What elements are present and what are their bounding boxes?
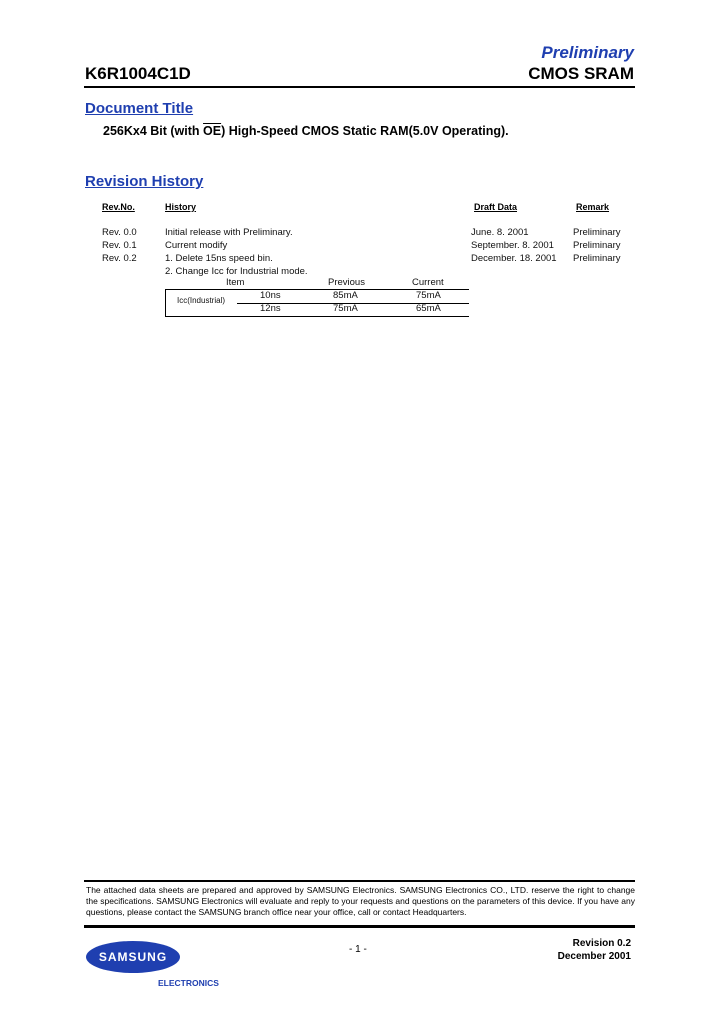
header-divider [84, 86, 635, 88]
icc-row-label: Icc(Industrial) [177, 296, 226, 305]
page-number: - 1 - [349, 944, 367, 955]
icc-table-left-rule [165, 289, 166, 317]
icc-header-item: Item [226, 277, 245, 288]
rev-history: Initial release with Preliminary. [165, 227, 293, 238]
rev-date: December. 18. 2001 [471, 253, 557, 264]
revision-label: Revision 0.2 [572, 938, 631, 949]
icc-current: 75mA [416, 290, 441, 301]
rev-number: Rev. 0.0 [102, 227, 137, 238]
rev-date: June. 8. 2001 [471, 227, 529, 238]
icc-table-bottom-rule [165, 316, 469, 317]
product-type: CMOS SRAM [528, 64, 634, 83]
col-remark: Remark [576, 202, 610, 212]
subtitle-oe: $\overline{OE}$ [203, 124, 222, 138]
document-subtitle [103, 124, 509, 138]
preliminary-label: Preliminary [541, 43, 634, 62]
icc-header-previous: Previous [328, 277, 365, 288]
col-history: History [165, 202, 197, 212]
subtitle-pre: 256Kx4 Bit (with [103, 124, 204, 138]
revision-date: December 2001 [557, 951, 631, 962]
rev-history: 1. Delete 15ns speed bin. [165, 253, 273, 264]
icc-speed: 12ns [260, 303, 281, 314]
logo-subtext: ELECTRONICS [158, 978, 219, 988]
icc-header-current: Current [412, 277, 444, 288]
rev-history-line2: 2. Change Icc for Industrial mode. [165, 266, 308, 277]
part-number: K6R1004C1D [85, 64, 191, 83]
rev-remark: Preliminary [573, 253, 621, 264]
rev-remark: Preliminary [573, 227, 621, 238]
rev-remark: Preliminary [573, 240, 621, 251]
document-title-heading: Document Title [85, 100, 194, 117]
footer-thick-divider [84, 925, 635, 928]
logo-text: SAMSUNG [98, 950, 168, 964]
col-draft-date: Draft Data [474, 202, 518, 212]
footer-divider [84, 880, 635, 882]
icc-previous: 75mA [333, 303, 358, 314]
icc-speed: 10ns [260, 290, 281, 301]
rev-date: September. 8. 2001 [471, 240, 554, 251]
rev-number: Rev. 0.1 [102, 240, 137, 251]
samsung-logo [86, 941, 180, 973]
icc-current: 65mA [416, 303, 441, 314]
disclaimer-notice: The attached data sheets are prepared and approved by SAMSUNG Electronics. SAMSUNG Electronics CO., LTD. reserve the right to change the specifications. SAMSUNG Electronics will evaluate and reply to your requests and questions on the parameters of this device. If you have any questions, please contact the SAMSUNG branch office near your office, call or contact Headquarters. [86, 885, 635, 917]
revision-history-heading: Revision History [85, 173, 204, 190]
rev-history: Current modify [165, 240, 228, 251]
col-rev-no: Rev.No. [102, 202, 135, 212]
rev-number: Rev. 0.2 [102, 253, 137, 264]
subtitle-post: ) High-Speed CMOS Static RAM(5.0V Operating). [221, 124, 509, 138]
icc-previous: 85mA [333, 290, 358, 301]
